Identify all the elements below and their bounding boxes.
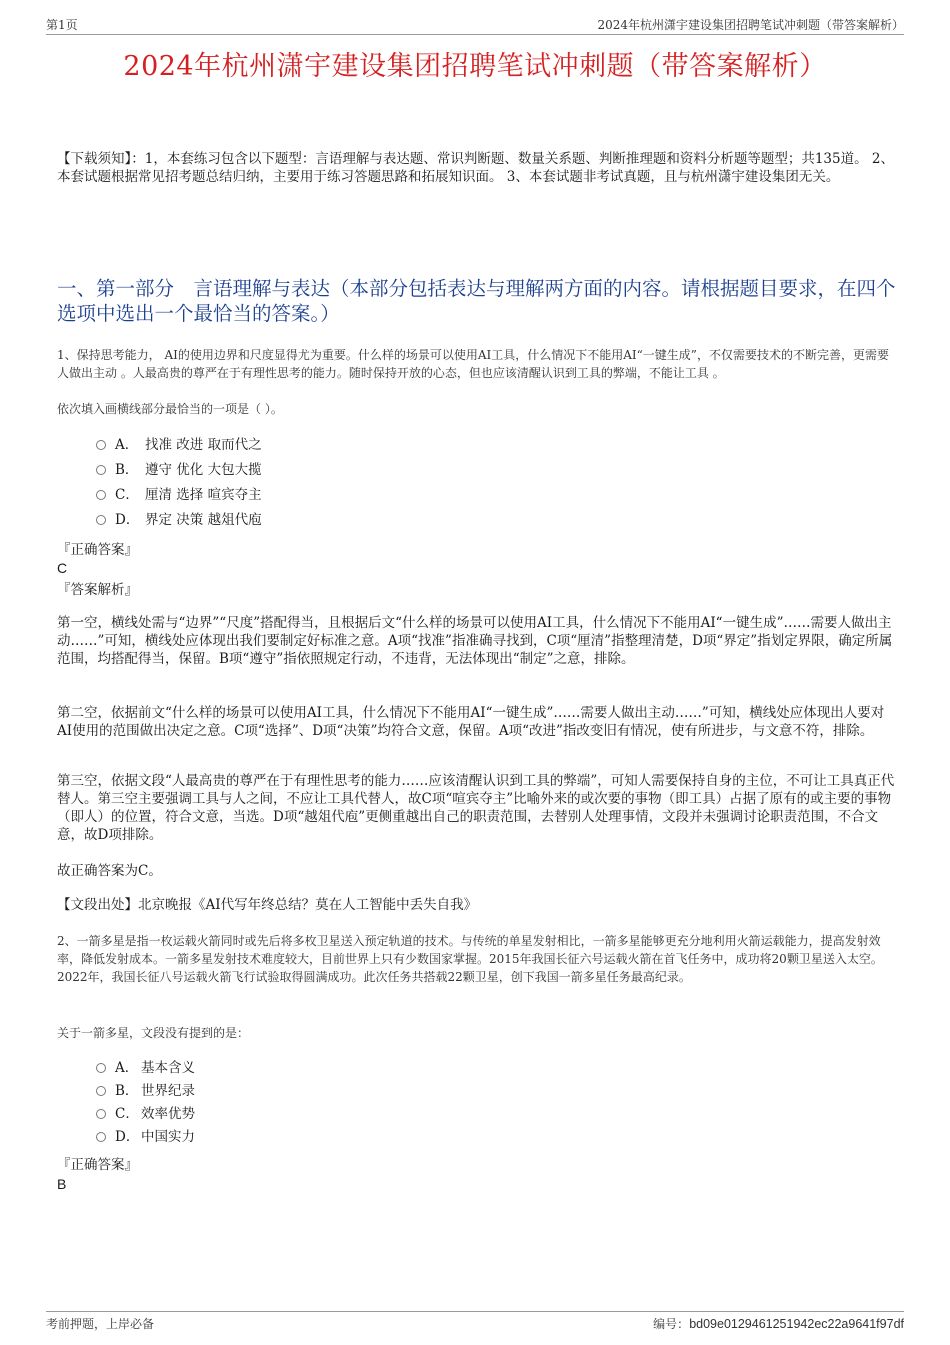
question-1-options <box>96 433 262 533</box>
question-2-prompt: 关于一箭多星，文段没有提到的是： <box>57 1026 250 1040</box>
option-b[interactable]: B． 世界纪录 <box>96 1080 195 1103</box>
footer-code: 编号：bd09e0129461251942ec22a9641f97df <box>653 1317 904 1331</box>
page-number: 第1页 <box>46 18 78 32</box>
document-title: 2024年杭州潇宇建设集团招聘笔试冲刺题（带答案解析） <box>123 51 827 82</box>
analysis-label: 『答案解析』 <box>57 582 138 598</box>
radio-icon[interactable] <box>96 515 106 525</box>
radio-icon[interactable] <box>96 1086 106 1096</box>
radio-icon[interactable] <box>96 490 106 500</box>
question-1-prompt: 依次填入画横线部分最恰当的一项是（ ）。 <box>57 402 283 416</box>
footer-slogan: 考前押题，上岸必备 <box>46 1317 155 1331</box>
answer-label: 『正确答案』 <box>57 542 138 558</box>
analysis-source: 【文段出处】北京晚报《AI代写年终总结？莫在人工智能中丢失自我》 <box>57 897 478 913</box>
answer-label: 『正确答案』 <box>57 1157 138 1173</box>
download-notice: 【下载须知】：1，本套练习包含以下题型：言语理解与表达题、常识判断题、数量关系题、判断推理题和资料分析题等题型；共135道。 2、本套试题根据常见招考题总结归纳，主要用于练习答题思路和拓展知识面。 3、本套试题非考试真题，且与杭州潇宇建设集团无关。 <box>57 151 894 185</box>
option-c[interactable]: C． 效率优势 <box>96 1103 195 1126</box>
section-heading: 一、第一部分 言语理解与表达（本部分包括表达与理解两方面的内容。请根据题目要求，在四个选项中选出一个最恰当的答案。） <box>57 277 896 325</box>
option-a[interactable]: A． 基本含义 <box>96 1057 195 1080</box>
question-1-text: 1、保持思考能力， AI的使用边界和尺度显得尤为重要。什么样的场景可以使用AI工具，什么情况下不能用AI“一键生成”，不仅需要技术的不断完善，更需要人做出主动 。人最高贵的尊严在于有理性思考的能力。随时保持开放的心态，但也应该清醒认识到工具的弊端，不能让工具 。 <box>57 348 889 380</box>
option-b[interactable]: B． 遵守 优化 大包大揽 <box>96 458 262 483</box>
analysis-paragraph-2: 第二空，依据前文“什么样的场景可以使用AI工具，什么情况下不能用AI“一键生成”……需要人做出主动……”可知，横线处应体现出人要对AI使用的范围做出决定之意。C项“选择”、D项“决策”均符合文意，保留。A项“改进”指改变旧有情况，使有所进步，与文意不符，排除。 <box>57 705 885 739</box>
analysis-conclusion: 故正确答案为C。 <box>57 863 162 879</box>
header-doc-title: 2024年杭州潇宇建设集团招聘笔试冲刺题（带答案解析） <box>597 18 904 32</box>
question-2-options <box>96 1057 195 1149</box>
answer-value: B <box>57 1176 67 1192</box>
option-c[interactable]: C． 厘清 选择 喧宾夺主 <box>96 483 262 508</box>
page-header <box>46 14 904 35</box>
question-2-text: 2、一箭多星是指一枚运载火箭同时或先后将多枚卫星送入预定轨道的技术。与传统的单星发射相比，一箭多星能够更充分地利用火箭运载能力，提高发射效率，降低发射成本。一箭多星发射技术难度较大，目前世界上只有少数国家掌握。2015年我国长征六号运载火箭在首飞任务中，成功将20颗卫星送入太空。2022年，我国长征八号运载火箭飞行试验取得圆满成功。此次任务共搭载22颗卫星，创下我国一箭多星任务最高纪录。 <box>57 934 883 984</box>
radio-icon[interactable] <box>96 440 106 450</box>
radio-icon[interactable] <box>96 1063 106 1073</box>
radio-icon[interactable] <box>96 1109 106 1119</box>
footer-divider <box>46 1311 904 1312</box>
answer-value: C <box>57 560 68 576</box>
radio-icon[interactable] <box>96 465 106 475</box>
analysis-paragraph-3: 第三空，依据文段“人最高贵的尊严在于有理性思考的能力……应该清醒认识到工具的弊端”，可知人需要保持自身的主位，不可让工具真正代替人。第三空主要强调工具与人之间，不应让工具代替人，故C项“喧宾夺主”比喻外来的或次要的事物（即工具）占据了原有的或主要的事物（即人）的位置，符合文意，当选。D项“越俎代庖”更侧重越出自己的职责范围，去替别人处理事情，文段并未强调讨论职责范围，不合文意，故D项排除。 <box>57 773 895 843</box>
radio-icon[interactable] <box>96 1132 106 1142</box>
analysis-paragraph-1: 第一空，横线处需与“边界”“尺度”搭配得当，且根据后文“什么样的场景可以使用AI工具，什么情况下不能用AI“一键生成”……需要人做出主动……”可知，横线处应体现出我们要制定好标准之意。A项“找准”指准确寻找到，C项“厘清”指整理清楚，D项“界定”指划定界限，确定所属范围，均搭配得当，保留。B项“遵守”指依照规定行动，不违背，无法体现出“制定”之意，排除。 <box>57 615 893 667</box>
option-d[interactable]: D． 中国实力 <box>96 1126 195 1149</box>
option-a[interactable]: A． 找准 改进 取而代之 <box>96 433 262 458</box>
option-d[interactable]: D． 界定 决策 越俎代庖 <box>96 508 262 533</box>
